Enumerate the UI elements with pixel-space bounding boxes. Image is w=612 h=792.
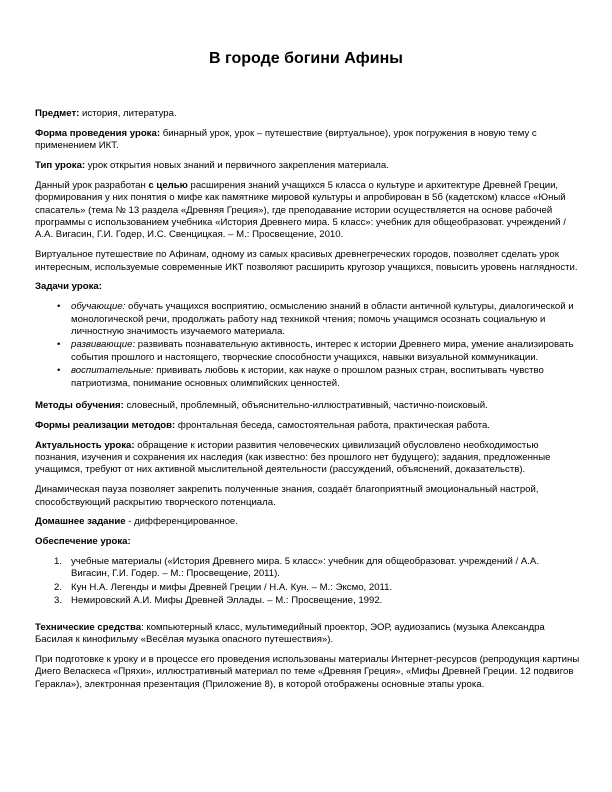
- list-item: [54, 556, 580, 581]
- list-item: [54, 595, 580, 607]
- list-item: [54, 581, 580, 594]
- tasks-heading: [35, 281, 580, 293]
- homework-paragraph: [35, 516, 580, 528]
- methods-label: Методы обучения:: [35, 400, 124, 412]
- item-text: Кун Н.А. Легенды и мифы Древней Греции / Н.А. Кун. – М.: Эксмо, 2011.: [71, 581, 393, 593]
- forms-label: Формы реализации методов:: [35, 419, 176, 431]
- task-text: обучать учащихся восприятию, осмыслению знаний в области античной культуры, диалогической и монологической речи, продолжать работу над техникой чтения; помочь учащимся осознать социальную и личностную значимость изучаемого материала.: [71, 301, 574, 338]
- task-label: обучающие:: [71, 301, 126, 313]
- goal-before: Данный урок разработан: [35, 179, 149, 191]
- item-text: учебные материалы («История Древнего мира. 5 класс»: учебник для общеобразоват. учреждений / А.А. Вигасин, Г.И. Годер. – М.: Просвещение, 2011).: [71, 556, 539, 580]
- task-text: развивать познавательную активность, интерес к истории Древнего мира, умение анализировать события прошлого и настоящего, творческие способности учащихся, навыки визуальной коммуникации.: [71, 339, 574, 363]
- tech-label: Технические средства: [35, 621, 142, 633]
- type-text: урок открытия новых знаний и первичного закрепления материала.: [85, 160, 389, 171]
- task-text: прививать любовь к истории, как науке о прошлом разных стран, воспитывать чувство патриотизма, понимание основных олимпийских ценностей.: [71, 365, 544, 389]
- relevance-paragraph: [35, 440, 580, 477]
- methods-paragraph: [35, 400, 580, 412]
- tasks-heading-text: Задачи урока:: [35, 281, 102, 293]
- goal-bold: с целью: [148, 179, 188, 191]
- tech-text: : компьютерный класс, мультимедийный проектор, ЭОР, аудиозапись (музыка Александра Басилая к кинофильму «Весёлая музыка опасного путешествия»).: [35, 621, 545, 646]
- homework-label: Домашнее задание: [35, 516, 126, 528]
- list-item: [71, 301, 580, 338]
- tech-paragraph: [35, 622, 580, 647]
- item-text: Немировский А.И. Мифы Древней Эллады. – М.: Просвещение, 1992.: [71, 595, 383, 607]
- item-number: 1.: [54, 556, 63, 568]
- relevance-text: обращение к истории развития человеческих цивилизаций обусловлено необходимостью познания, изучения и сохранения их наследия (как известно: без прошлого нет будущего); задания, предложенные учащимся, требуют от них активной мыслительной деятельности (рассуждений, объяснений, доказательств).: [35, 439, 551, 476]
- homework-text: - дифференцированное.: [125, 516, 238, 528]
- subject-label: Предмет:: [35, 108, 80, 119]
- resources-heading-text: Обеспечение урока:: [35, 536, 131, 548]
- resources-heading: [35, 536, 580, 548]
- goal-paragraph: [35, 180, 580, 242]
- form-text: бинарный урок, урок – путешествие (виртуальное), урок погружения в новую тему с применением ИКТ.: [35, 127, 537, 152]
- goal-after: расширения знаний учащихся 5 класса о культуре и архитектуре Древней Греции, формирования у них понятия о мифе как памятнике мировой культуры и апробирован в 5б (кадетском) классе «Юный спасатель» (тема № 13 раздела «Древняя Греция»), где преподавание истории осуществляется на основе рабочей программы с использованием учебника «История Древнего мира. 5 класс»: учебник для общеобразоват. учреждений / А.А. Вигасин, Г.И. Годер, И.С. Свенцицкая. – М.: Просвещение, 2010.: [35, 179, 566, 241]
- item-number: 2.: [54, 581, 63, 593]
- resources-list: [35, 556, 580, 608]
- list-item: [71, 339, 580, 364]
- task-label: развивающие:: [71, 339, 136, 351]
- virtual-paragraph: Виртуальное путешествие по Афинам, одному из самых красивых древнегреческих городов, позволяет сделать урок интересным, используемые современные ИКТ позволяют расширить кругозор учащихся, повысить уровень наглядности.: [35, 249, 578, 273]
- document-body: [35, 108, 580, 699]
- tasks-list: [35, 301, 580, 390]
- type-label: Тип урока:: [35, 160, 86, 171]
- forms-text: фронтальная беседа, самостоятельная работа, практическая работа.: [175, 419, 490, 431]
- methods-text: словесный, проблемный, объяснительно-иллюстративный, частично-поисковый.: [123, 400, 488, 412]
- item-number: 3.: [54, 595, 63, 607]
- form-paragraph: [35, 128, 580, 153]
- list-item: [71, 365, 580, 390]
- task-label: воспитательные:: [71, 365, 154, 377]
- subject-paragraph: [35, 108, 580, 120]
- page-title: В городе богини Афины: [209, 50, 403, 67]
- subject-text: история, литература.: [79, 108, 177, 119]
- type-paragraph: [35, 160, 580, 172]
- preparation-paragraph: При подготовке к уроку и в процессе его проведения использованы материалы Интернет-ресурсов (репродукция картины Диего Веласкеса «Пряхи», иллюстративный материал по теме «Древняя Греция», «Мифы Древней Греции. 12 подвигов Геракла»), электронная презентация (Приложение 8), в которой отображены основные этапы урока.: [35, 653, 580, 690]
- pause-paragraph: Динамическая пауза позволяет закрепить полученные знания, создаёт благоприятный эмоциональный настрой, способствующий раскрытию творческого потенциала.: [35, 484, 539, 508]
- forms-paragraph: [35, 420, 580, 432]
- relevance-label: Актуальность урока:: [35, 439, 135, 451]
- form-label: Форма проведения урока:: [35, 127, 161, 139]
